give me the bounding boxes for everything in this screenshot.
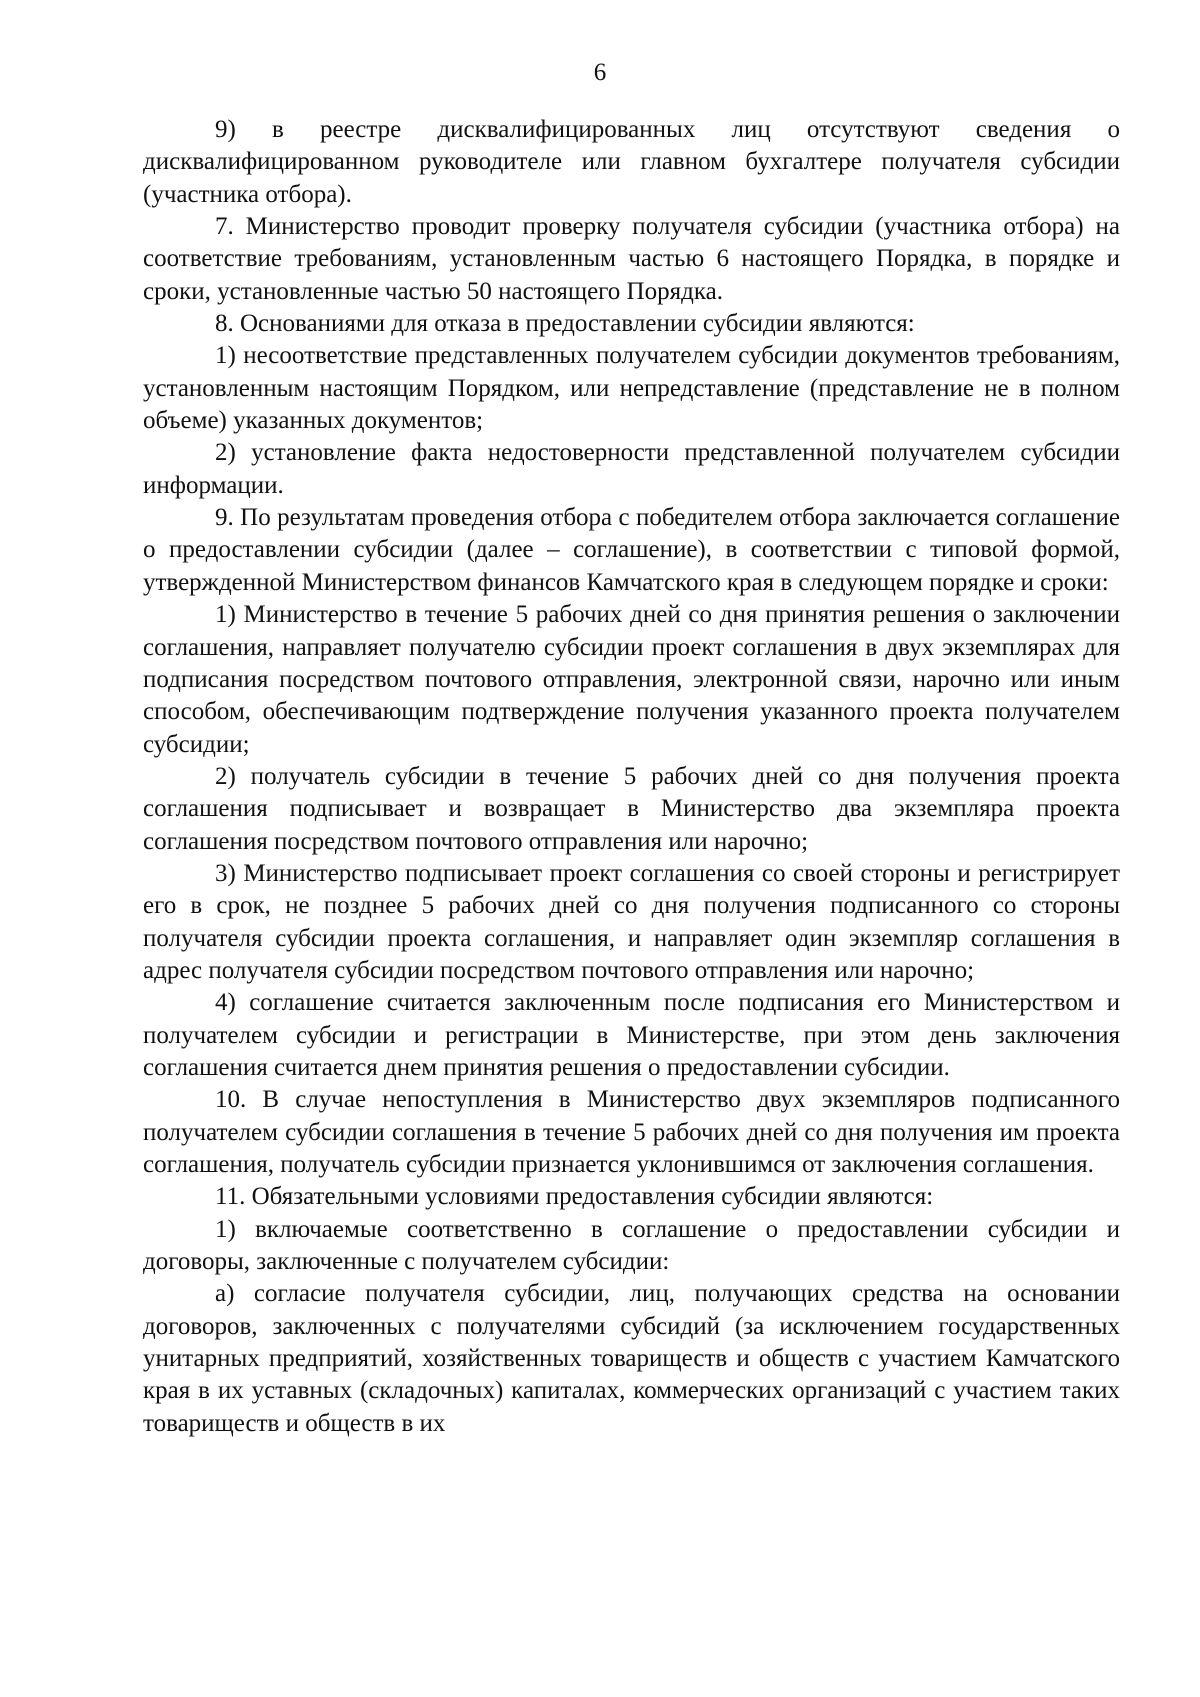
paragraph-7-ministry-verification: 7. Министерство проводит проверку получателя субсидии (участника отбора) на соответствие требованиям, установленным частью 6 настоящего Порядка, в порядке и сроки, установленные частью 50 настоящего Порядка. [143, 213, 1120, 305]
paragraph-8-refusal-grounds: 8. Основаниями для отказа в предоставлении субсидии являются: [215, 310, 915, 338]
paragraph-9-3-ministry-registration: 3) Министерство подписывает проект соглашения со своей стороны и регистрирует его в срок, не позднее 5 рабочих дней со дня получения подписанного со стороны получателя субсидии проекта соглашения, и направляет один экземпляр соглашения в адрес получателя субсидии посредством почтового отправления или нарочно; [143, 859, 1120, 984]
paragraph-11-1-included-terms: 1) включаемые соответственно в соглашение о предоставлении субсидии и договоры, заключенные с получателем субсидии: [143, 1215, 1120, 1276]
paragraph-8-1-documents-mismatch: 1) несоответствие представленных получателем субсидии документов требованиям, установленным настоящим Порядком, или непредставление (представление не в полном объеме) указанных документов; [143, 342, 1120, 435]
page-number: 6 [593, 59, 607, 86]
paragraph-8-2-unreliable-information: 2) установление факта недостоверности представленной получателем субсидии информации. [143, 439, 1120, 499]
paragraph-11-mandatory-conditions: 11. Обязательными условиями предоставления субсидии являются: [215, 1183, 934, 1211]
paragraph-11-1-a-consent: а) согласие получателя субсидии, лиц, получающих средства на основании договоров, заключенных с получателями субсидий (за исключением государственных унитарных предприятий, хозяйственных товариществ и обществ с участием Камчатского края в их уставных (складочных) капиталах, коммерческих организаций с участием таких товариществ и обществ в их [143, 1280, 1120, 1437]
paragraph-9-1-send-draft: 1) Министерство в течение 5 рабочих дней со дня принятия решения о заключении соглашения, направляет получателю субсидии проект соглашения в двух экземплярах для подписания посредством почтового отправления, электронной связи, нарочно или иным способом, обеспечивающим подтверждение получения указанного проекта получателем субсидии; [143, 601, 1120, 758]
paragraph-10-evasion: 10. В случае непоступления в Министерство двух экземпляров подписанного получателем субсидии соглашения в течение 5 рабочих дней со дня получения им проекта соглашения, получатель субсидии признается уклонившимся от заключения соглашения. [143, 1086, 1120, 1178]
paragraph-9-disqualified-registry: 9) в реестре дисквалифицированных лиц отсутствуют сведения о дисквалифицированном руководителе или главном бухгалтере получателя субсидии (участника отбора). [143, 116, 1120, 208]
paragraph-9-4-agreement-concluded: 4) соглашение считается заключенным после подписания его Министерством и получателем субсидии и регистрации в Министерстве, при этом день заключения соглашения считается днем принятия решения о предоставлении субсидии. [143, 989, 1120, 1081]
paragraph-9-2-sign-and-return: 2) получатель субсидии в течение 5 рабочих дней со дня получения проекта соглашения подписывает и возвращает в Министерство два экземпляра проекта соглашения посредством почтового отправления или нарочно; [143, 762, 1120, 855]
paragraph-9-agreement-conclusion: 9. По результатам проведения отбора с победителем отбора заключается соглашение о предоставлении субсидии (далее – соглашение), в соответствии с типовой формой, утвержденной Министерством финансов Камчатского края в следующем порядке и сроки: [143, 504, 1120, 596]
document-body [143, 114, 1120, 1440]
